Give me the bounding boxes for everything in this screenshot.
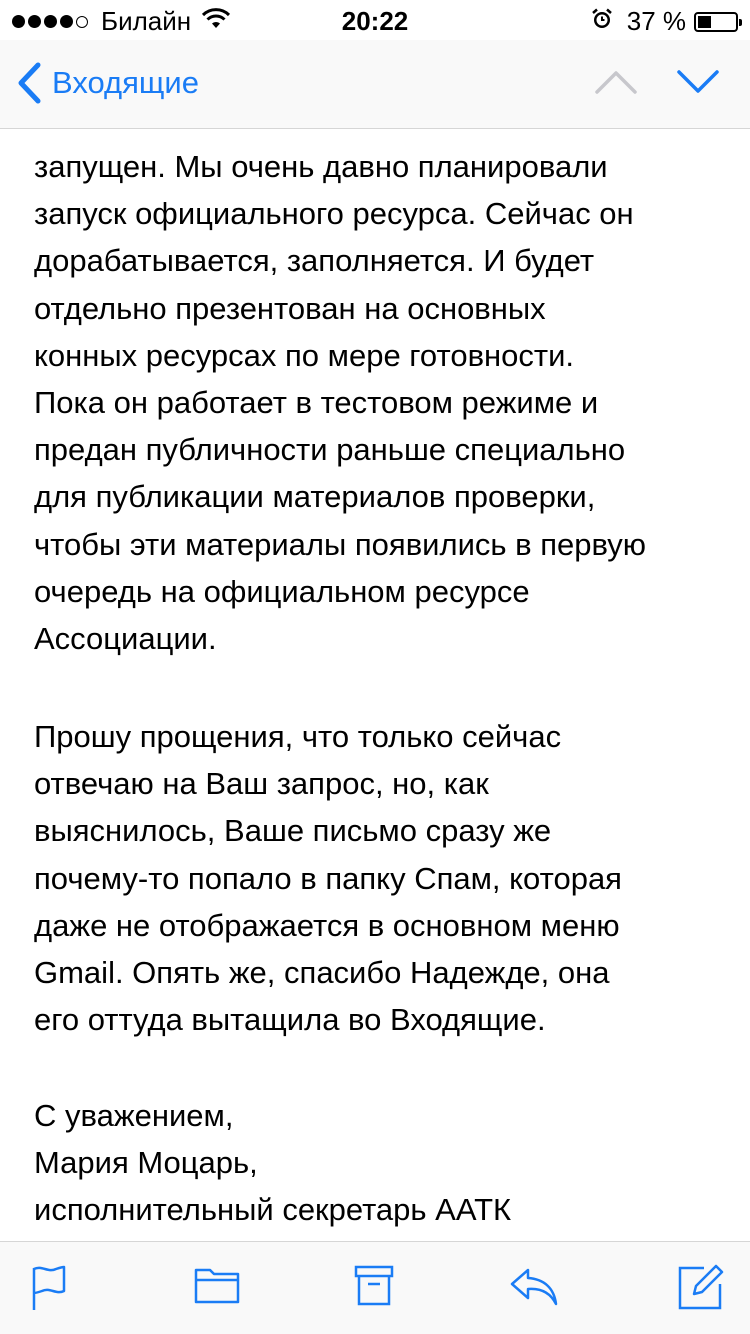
message-paragraph-2 <box>34 713 734 1043</box>
message-signature <box>34 1092 734 1234</box>
text-line: запущен. Мы очень давно планировали <box>34 149 608 184</box>
text-line: очередь на официальном ресурсе <box>34 573 530 609</box>
archive-button[interactable] <box>354 1264 394 1311</box>
flag-button[interactable] <box>30 1264 68 1317</box>
text-line: исполнительный секретарь ААТК <box>34 1192 512 1228</box>
text-line: отдельно презентован на основных <box>34 290 546 326</box>
compose-button[interactable] <box>678 1264 724 1315</box>
text-line: дорабатывается, заполняется. И будет <box>34 243 595 279</box>
chevron-down-icon <box>676 68 720 96</box>
status-time: 20:22 <box>341 6 409 36</box>
text-line: его оттуда вытащила во Входящие. <box>34 1002 546 1038</box>
text-line: предан публичности раньше специально <box>34 432 626 468</box>
text-line: чтобы эти материалы появились в первую <box>34 526 647 562</box>
navigation-bar <box>0 40 750 129</box>
text-line: даже не отображается в основном меню <box>34 907 620 943</box>
reply-icon <box>508 1264 560 1308</box>
reply-button[interactable] <box>508 1264 560 1313</box>
status-right <box>591 6 738 37</box>
message-paragraph-1 <box>34 143 734 662</box>
chevron-up-icon <box>594 68 638 96</box>
text-line: почему-то попало в папку Спам, которая <box>34 860 622 896</box>
text-line: Ассоциации. <box>34 621 217 657</box>
text-line: Пока он работает в тестовом режиме и <box>34 385 599 421</box>
text-line: выяснилось, Ваше письмо сразу же <box>34 813 552 849</box>
battery-fill <box>698 16 711 28</box>
back-button[interactable] <box>16 62 199 104</box>
battery-icon <box>694 12 738 32</box>
text-line: запуск официального ресурса. Сейчас он <box>34 196 634 232</box>
next-message-button[interactable] <box>676 68 720 101</box>
compose-icon <box>678 1264 724 1310</box>
text-line: Gmail. Опять же, спасибо Надежде, она <box>34 955 610 991</box>
chevron-left-icon <box>16 62 42 104</box>
text-line: Прошу прощения, что только сейчас <box>34 719 562 754</box>
status-bar <box>0 0 750 40</box>
text-line: для публикации материалов проверки, <box>34 479 596 515</box>
alarm-clock-icon <box>591 6 613 37</box>
folder-icon <box>194 1264 240 1304</box>
message-body[interactable] <box>0 128 750 1242</box>
battery-percent: 37 % <box>626 6 686 36</box>
previous-message-button[interactable] <box>594 68 638 101</box>
text-line: С уважением, <box>34 1098 234 1133</box>
flag-icon <box>30 1264 68 1312</box>
carrier-name: Билайн <box>101 6 192 36</box>
back-button-label: Входящие <box>52 65 199 100</box>
text-line: отвечаю на Ваш запрос, но, как <box>34 766 489 802</box>
text-line: Мария Моцарь, <box>34 1145 258 1181</box>
bottom-toolbar <box>0 1241 750 1334</box>
archive-icon <box>354 1264 394 1306</box>
move-to-folder-button[interactable] <box>194 1264 240 1309</box>
text-line: конных ресурсах по мере готовности. <box>34 337 575 373</box>
